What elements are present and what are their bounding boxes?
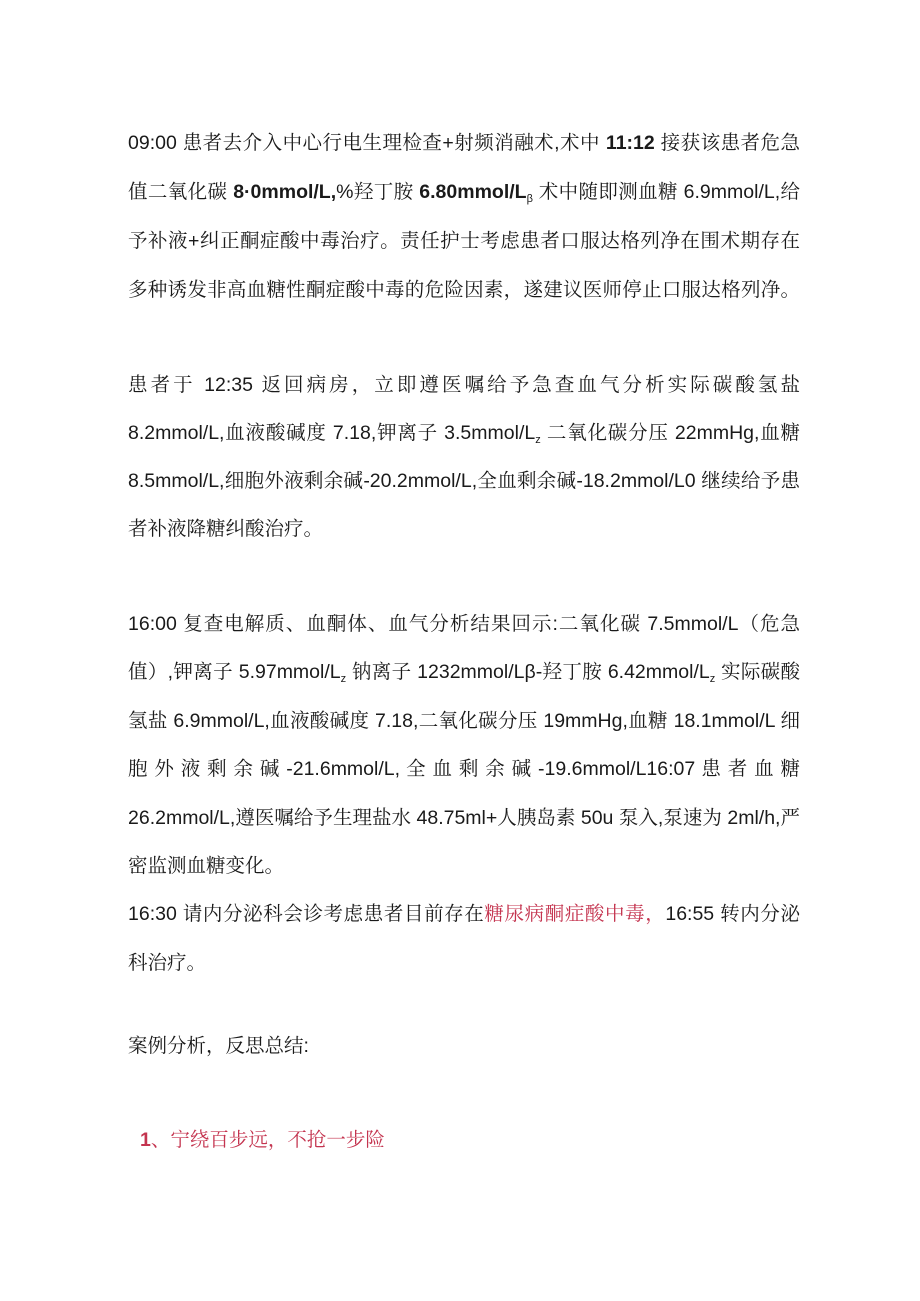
p2-line-3: 8.5mmol/L,细胞外液剩余碱-20.2mmol/L,全血剩余碱-18.2mmol/L0 继续给予患 [128, 470, 800, 492]
p3-line-1: 16:00 复查电解质、血酮体、血气分析结果回示:二氧化碳 7.5mmol/L（危急 [128, 613, 800, 635]
p1-line-2 [128, 180, 800, 211]
text: 8.2mmol/L,血液酸碱度 7.18,钾离子 3.5mmol/L [128, 422, 536, 444]
text: 16:55 转内分泌 [665, 903, 800, 925]
p4-line-2: 科治疗。 [128, 952, 207, 974]
p3-line-3: 氢盐 6.9mmol/L,血液酸碱度 7.18,二氧化碳分压 19mmHg,血糖 18.1mmol/L 细 [128, 710, 800, 732]
list-number: 1 [140, 1129, 151, 1151]
p3-line-5: 26.2mmol/L,遵医嘱给予生理盐水 48.75ml+人胰岛素 50u 泵入,泵速为 2ml/h,严 [128, 807, 800, 829]
p1-line-3: 予补液+纠正酮症酸中毒治疗。责任护士考虑患者口服达格列净在围术期存在 [128, 230, 800, 252]
time-bold: 11:12 [605, 132, 655, 154]
text: 接获该患者危急 [654, 132, 800, 154]
p2-line-4: 者补液降糖纠酸治疗。 [128, 518, 324, 540]
section-heading: 案例分析，反思总结: [128, 1035, 309, 1057]
hydroxybutyrate-value-bold: 6.80mmol/L [419, 181, 527, 203]
p3-line-4: 胞 外 液 剩 余 碱 -21.6mmol/L, 全 血 剩 余 碱 -19.6mmol/L16:07 患 者 血 糖 [128, 758, 800, 780]
text: 二氧化碳分压 22mmHg,血糖 [540, 422, 801, 444]
p3-line-2 [128, 660, 800, 691]
p4-line-1 [128, 902, 800, 926]
subscript: z [709, 673, 716, 685]
text: 实际碳酸 [715, 661, 801, 683]
p2-line-1: 患者于 12:35 返回病房，立即遵医嘱给予急查血气分析实际碳酸氢盐 [128, 374, 800, 396]
subscript: z [535, 434, 541, 446]
text: 术中随即测血糖 6.9mmol/L,给 [532, 181, 800, 203]
diagnosis-highlight: 糖尿病酮症酸中毒， [484, 903, 666, 925]
p1-line-4: 多种诱发非高血糖性酮症酸中毒的危险因素，遂建议医师停止口服达格列净。 [128, 279, 800, 301]
text: 16:30 请内分泌科会诊考虑患者目前存在 [128, 903, 485, 925]
list-item-1 [140, 1128, 385, 1152]
text: 钠离子 1232mmol/Lβ-羟丁胺 6.42mmol/L [346, 661, 710, 683]
text: 值二氧化碳 [128, 181, 234, 203]
p3-line-6: 密监测血糖变化。 [128, 855, 285, 877]
co2-value-bold: 8·0mmol/L, [233, 181, 337, 203]
text: 值）,钾离子 5.97mmol/L [128, 661, 341, 683]
subscript: β [526, 193, 533, 205]
text: 09:00 患者去介入中心行电生理检查+射频消融术,术中 [128, 132, 606, 154]
text: %羟丁胺 [336, 181, 420, 203]
list-item-text: 、宁绕百步远，不抢一步险 [150, 1129, 385, 1151]
p2-line-2 [128, 421, 800, 452]
subscript: z [340, 673, 347, 685]
p1-line-1 [128, 131, 800, 155]
